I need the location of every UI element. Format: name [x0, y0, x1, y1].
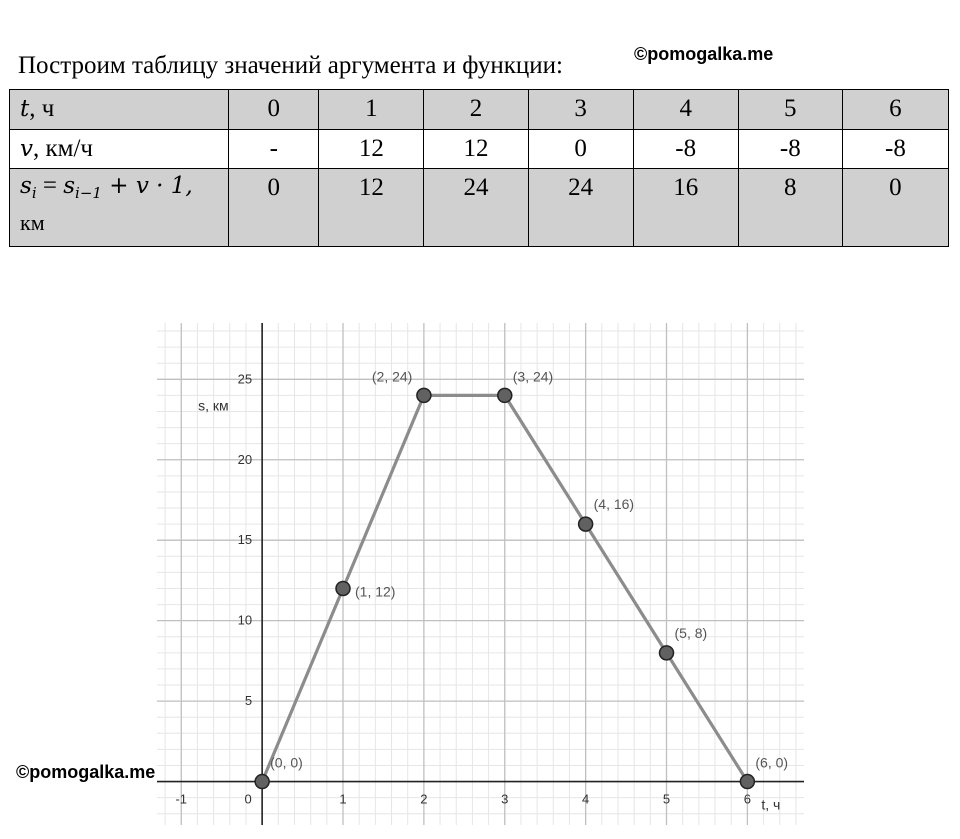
data-point-label: (1, 12) — [355, 583, 396, 600]
data-point-label: (2, 24) — [371, 368, 413, 385]
unit-v: , км/ч — [33, 134, 93, 162]
table-cell: 16 — [633, 169, 738, 247]
x-tick-label: 0 — [244, 791, 252, 807]
table-cell: 0 — [229, 90, 319, 130]
var-v: v — [20, 135, 33, 162]
table-cell: 8 — [738, 169, 842, 247]
table-cell: 0 — [842, 169, 948, 247]
data-point — [579, 517, 593, 531]
y-tick-label: 20 — [237, 451, 253, 467]
table-cell: 12 — [319, 129, 424, 169]
s-formula: $s_i = s_{i-1} + v \cdot 1$, — [20, 172, 193, 202]
grid-minor — [157, 323, 804, 825]
table-cell: 24 — [424, 169, 528, 247]
table-cell: 0 — [229, 169, 319, 247]
table-cell: - — [229, 129, 319, 169]
y-axis-label: s, км — [198, 397, 229, 414]
table-cell: -8 — [738, 129, 842, 169]
table-cell: 4 — [633, 90, 738, 130]
data-point-label: (5, 8) — [674, 624, 708, 641]
table-cell: 0 — [528, 129, 633, 169]
unit-s: км — [20, 210, 45, 235]
table-cell: 1 — [319, 90, 424, 130]
table-cell: -8 — [633, 129, 738, 169]
x-tick-label: 4 — [582, 791, 590, 807]
watermark-bottom: ©pomogalka.me — [16, 762, 156, 782]
data-point — [740, 775, 754, 789]
x-tick-label: 5 — [662, 791, 671, 807]
data-point-label: (6, 0) — [755, 754, 789, 771]
table-cell: 3 — [528, 90, 633, 130]
x-tick-label: 6 — [743, 791, 752, 807]
table-cell: 24 — [528, 169, 633, 247]
x-tick-label: 3 — [501, 791, 509, 807]
x-axis-label: t, ч — [761, 796, 781, 813]
y-tick-label: 10 — [237, 612, 253, 628]
data-point-label: (0, 0) — [270, 754, 303, 771]
x-tick-label: 2 — [420, 791, 428, 807]
table-cell: 12 — [424, 129, 528, 169]
data-point-label: (4, 16) — [593, 496, 635, 513]
data-point — [336, 581, 350, 595]
var-t: t — [20, 96, 30, 122]
y-tick-label: 25 — [237, 371, 253, 387]
table-cell: 6 — [842, 90, 948, 130]
data-point — [255, 775, 269, 789]
table-cell: 2 — [424, 90, 528, 130]
table-cell: 5 — [738, 90, 842, 130]
y-tick-label: 15 — [237, 532, 253, 548]
data-point — [498, 388, 512, 402]
data-point — [417, 388, 431, 402]
data-point — [660, 646, 674, 660]
x-tick-label: 1 — [339, 791, 347, 807]
x-tick-label: -1 — [175, 791, 188, 807]
watermark-top: ©pomogalka.me — [634, 44, 774, 64]
data-point-label: (3, 24) — [512, 368, 554, 385]
y-tick-label: 5 — [244, 693, 253, 709]
table-cell: -8 — [842, 129, 948, 169]
unit-t: , ч — [29, 95, 55, 122]
point-labels — [270, 368, 788, 770]
table-cell: 12 — [319, 169, 424, 247]
intro-text: Построим таблицу значений аргумента и функции: — [18, 52, 563, 79]
